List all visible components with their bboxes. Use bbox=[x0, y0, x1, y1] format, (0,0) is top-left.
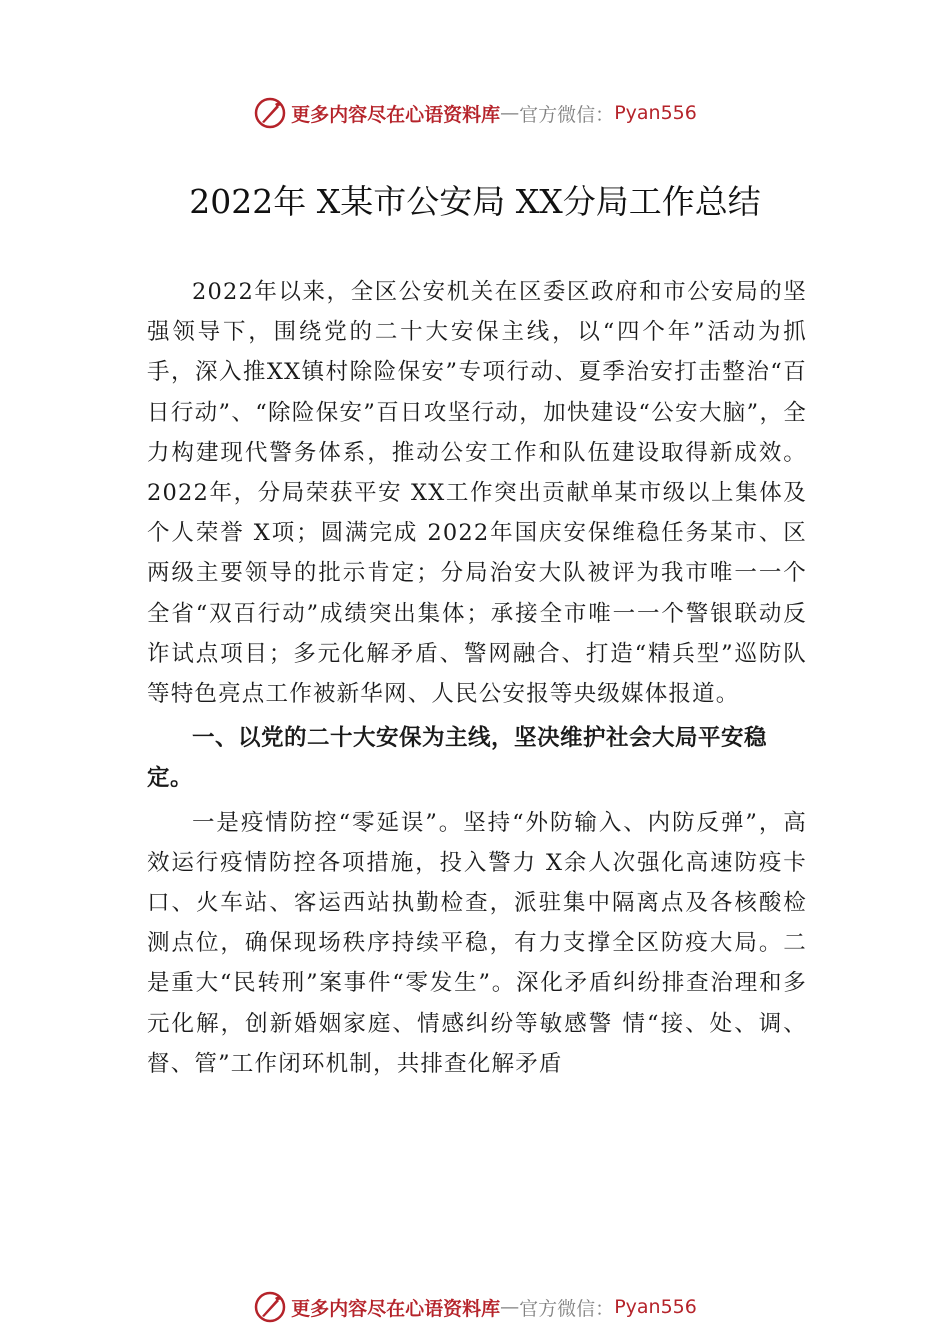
document-body bbox=[147, 272, 807, 1084]
banner-separator: — bbox=[500, 1296, 520, 1318]
section-1-paragraph: 一是疫情防控“零延误”。坚持“外防输入、内防反弹”，高效运行疫情防控各项措施，投入警力 X余人次强化高速防疫卡口、火车站、客运西站执勤检查，派驻集中隔离点及各核酸检测点位，确保现场秩序持续平稳，有力支撑全区防疫大局。二是重大“民转刑”案事件“零发生”。深化矛盾纠纷排查治理和多元化解，创新婚姻家庭、情感纠纷等敏感警 情“接、处、调、督、管”工作闭环机制，共排查化解矛盾 bbox=[147, 809, 807, 1077]
quill-pen-circle-icon bbox=[253, 96, 287, 130]
banner-official-label: 官方微信： bbox=[519, 103, 615, 126]
header-watermark-banner bbox=[0, 96, 950, 130]
footer-watermark-banner bbox=[0, 1290, 950, 1324]
intro-paragraph: 2022年以来，全区公安机关在区委区政府和市公安局的坚强领导下，围绕党的二十大安保主线，以“四个年”活动为抓手，深入推XX镇村除险保安”专项行动、夏季治安打击整治“百日行动”、“除险保安”百日攻坚行动，加快建设“公安大脑”，全力构建现代警务体系，推动公安工作和队伍建设取得新成效。2022年，分局荣获平安 XX工作突出贡献单某市级以上集体及个人荣誉 X项；圆满完成 2022年国庆安保维稳任务某市、区两级主要领导的批示肯定；分局治安大队被评为我市唯一一个全省“双百行动”成绩突出集体；承接全市唯一一个警银联动反诈试点项目；多元化解矛盾、警网融合、打造“精兵型”巡防队等特色亮点工作被新华网、人民公安报等央级媒体报道。 bbox=[147, 279, 807, 708]
banner-account-text: Pyan556 bbox=[614, 1296, 697, 1318]
banner-official-label: 官方微信： bbox=[519, 1297, 615, 1320]
banner-separator: — bbox=[500, 102, 520, 124]
section-heading-1: 一、以党的二十大安保为主线，坚决维护社会大局平安稳定。 bbox=[147, 725, 768, 792]
banner-account-text: Pyan556 bbox=[614, 102, 697, 124]
banner-main-text: 更多内容尽在心语资料库 bbox=[291, 1297, 501, 1320]
document-title: 2022年 X某市公安局 XX分局工作总结 bbox=[189, 182, 761, 221]
quill-pen-circle-icon bbox=[253, 1290, 287, 1324]
banner-main-text: 更多内容尽在心语资料库 bbox=[291, 103, 501, 126]
